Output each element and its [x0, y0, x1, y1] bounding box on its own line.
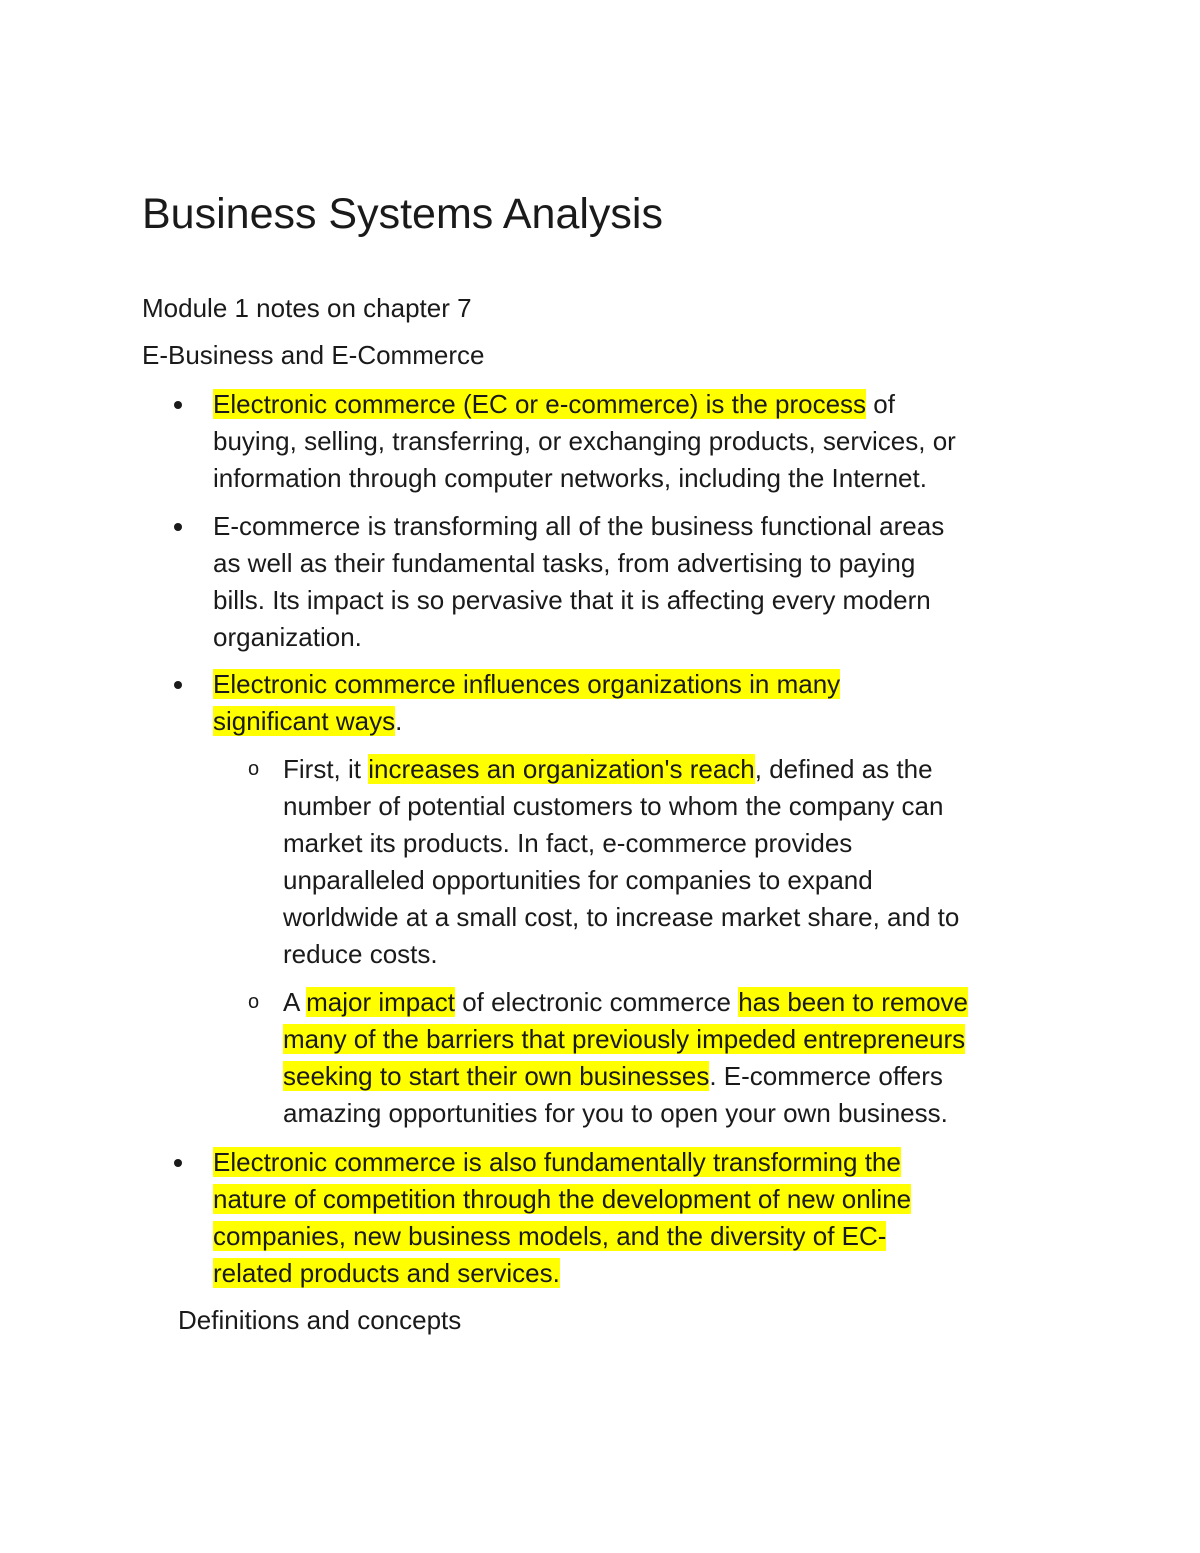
- bullet-item: [213, 508, 1073, 656]
- sub-bullet-item: [283, 751, 1083, 973]
- text-segment: of: [866, 389, 895, 419]
- text-segment: market its products. In fact, e-commerce provides: [283, 828, 853, 858]
- highlighted-text: seeking to start their own businesses: [283, 1061, 710, 1091]
- highlighted-text: related products and services.: [213, 1258, 560, 1288]
- text-line: [283, 825, 1083, 862]
- sub-bullet-marker: o: [248, 758, 260, 780]
- sub-bullet-item: [283, 984, 1083, 1132]
- text-line: [213, 1181, 1073, 1218]
- text-line: [213, 460, 1073, 497]
- text-segment: worldwide at a small cost, to increase market share, and to: [283, 902, 960, 932]
- text-segment: , defined as the: [754, 754, 933, 784]
- module-note: Module 1 notes on chapter 7: [142, 293, 472, 323]
- text-segment: unparalleled opportunities for companies to expand: [283, 865, 873, 895]
- text-line: [283, 788, 1083, 825]
- text-line: [283, 1095, 1083, 1132]
- text-line: [213, 582, 1073, 619]
- text-segment: organization.: [213, 622, 362, 652]
- text-line: [283, 751, 1083, 788]
- text-segment: E-commerce is transforming all of the business functional areas: [213, 511, 945, 541]
- text-segment: information through computer networks, including the Internet.: [213, 463, 927, 493]
- text-line: [213, 703, 1073, 740]
- highlighted-text: increases an organization's reach: [368, 754, 755, 784]
- highlighted-text: has been to remove: [738, 987, 968, 1017]
- text-line: [213, 508, 1073, 545]
- text-line: [283, 1021, 1083, 1058]
- highlighted-text: companies, new business models, and the diversity of EC-: [213, 1221, 887, 1251]
- text-segment: .: [395, 706, 403, 736]
- text-line: [213, 386, 1073, 423]
- text-segment: of electronic commerce: [454, 987, 739, 1017]
- sub-bullet-marker: o: [248, 991, 260, 1013]
- bullet-item: [213, 1144, 1073, 1292]
- highlighted-text: many of the barriers that previously impeded entrepreneurs: [283, 1024, 966, 1054]
- text-line: [283, 899, 1083, 936]
- highlighted-text: Electronic commerce influences organizations in many: [213, 669, 841, 699]
- highlighted-text: major impact: [306, 987, 455, 1017]
- text-segment: . E-commerce offers: [709, 1061, 943, 1091]
- highlighted-text: Electronic commerce is also fundamentally transforming the: [213, 1147, 901, 1177]
- section-heading: E-Business and E-Commerce: [142, 340, 485, 370]
- text-line: [213, 666, 1073, 703]
- highlighted-text: Electronic commerce (EC or e-commerce) is the process: [213, 389, 867, 419]
- text-line: [213, 1255, 1073, 1292]
- text-line: [213, 545, 1073, 582]
- text-segment: number of potential customers to whom the company can: [283, 791, 944, 821]
- highlighted-text: nature of competition through the development of new online: [213, 1184, 912, 1214]
- highlighted-text: significant ways: [213, 706, 396, 736]
- text-line: [213, 1144, 1073, 1181]
- text-segment: First, it: [283, 754, 369, 784]
- text-segment: reduce costs.: [283, 939, 438, 969]
- bullet-item: [213, 386, 1073, 497]
- text-segment: buying, selling, transferring, or exchanging products, services, or: [213, 426, 956, 456]
- text-segment: as well as their fundamental tasks, from advertising to paying: [213, 548, 916, 578]
- text-segment: bills. Its impact is so pervasive that it is affecting every modern: [213, 585, 931, 615]
- text-segment: amazing opportunities for you to open your own business.: [283, 1098, 948, 1128]
- closing-heading: Definitions and concepts: [178, 1305, 462, 1335]
- text-line: [213, 423, 1073, 460]
- text-line: [213, 1218, 1073, 1255]
- text-line: [283, 1058, 1083, 1095]
- text-line: [283, 984, 1083, 1021]
- text-segment: A: [283, 987, 307, 1017]
- bullet-item: [213, 666, 1073, 740]
- text-line: [283, 936, 1083, 973]
- document-title: Business Systems Analysis: [142, 190, 663, 238]
- text-line: [283, 862, 1083, 899]
- text-line: [213, 619, 1073, 656]
